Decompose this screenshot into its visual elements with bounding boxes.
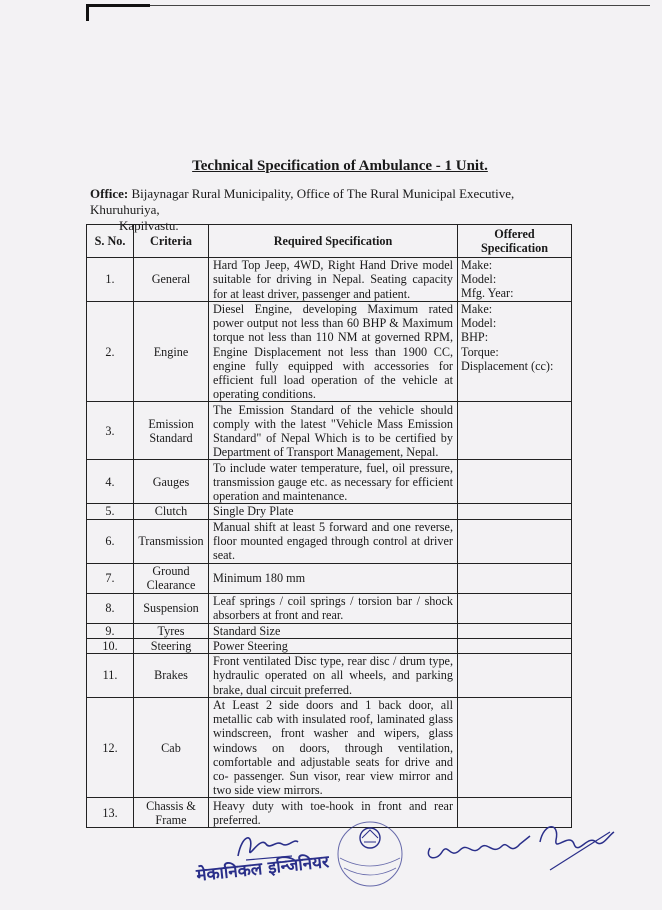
row-required-spec: Minimum 180 mm xyxy=(209,563,458,593)
row-criteria: Chassis & Frame xyxy=(134,798,209,828)
table-row xyxy=(87,258,572,302)
spec-table xyxy=(86,224,572,828)
top-rule-thick xyxy=(98,4,150,7)
row-offered-spec xyxy=(458,302,572,402)
table-row xyxy=(87,638,572,653)
row-required-spec: At Least 2 side doors and 1 back door, all metallic cab with insulated roof, laminated glass windscreen, front washer and wipers, glass windows on doors, through ventilation, comfortable and adjustable seats for drive and co- passenger. Sun visor, rear view mirror and two side view mirrors. xyxy=(209,698,458,798)
table-row xyxy=(87,504,572,519)
row-sno: 12. xyxy=(87,698,134,798)
row-offered-spec xyxy=(458,698,572,798)
row-offered-spec xyxy=(458,563,572,593)
row-sno: 8. xyxy=(87,593,134,623)
row-offered-spec xyxy=(458,654,572,698)
row-sno: 7. xyxy=(87,563,134,593)
offered-field-label: Mfg. Year: xyxy=(461,286,514,301)
row-criteria: Steering xyxy=(134,638,209,653)
header-sno: S. No. xyxy=(87,225,134,258)
row-required-spec: Power Steering xyxy=(209,638,458,653)
row-offered-spec xyxy=(458,258,572,302)
office-line-2: Kapilvastu. xyxy=(119,218,179,233)
table-row xyxy=(87,593,572,623)
signature-caption: मेकानिकल इन्जिनियर xyxy=(195,852,330,886)
row-required-spec: Single Dry Plate xyxy=(209,504,458,519)
row-offered-spec xyxy=(458,638,572,653)
table-row xyxy=(87,402,572,460)
signature-second xyxy=(420,826,540,866)
offered-field-label: BHP: xyxy=(461,330,489,345)
row-criteria: Brakes xyxy=(134,654,209,698)
row-sno: 5. xyxy=(87,504,134,519)
table-row xyxy=(87,460,572,504)
row-offered-spec xyxy=(458,460,572,504)
row-criteria: Engine xyxy=(134,302,209,402)
table-body xyxy=(87,258,572,828)
offered-field-label: Make: xyxy=(461,302,493,316)
row-offered-spec xyxy=(458,402,572,460)
office-label: Office: xyxy=(90,186,129,201)
row-criteria: Suspension xyxy=(134,593,209,623)
office-stamp xyxy=(322,818,418,888)
table-row xyxy=(87,623,572,638)
table-row xyxy=(87,519,572,563)
offered-field-label: Displacement (cc): xyxy=(461,358,554,373)
row-sno: 6. xyxy=(87,519,134,563)
row-sno: 2. xyxy=(87,302,134,402)
row-required-spec: Standard Size xyxy=(209,623,458,638)
row-criteria: Clutch xyxy=(134,504,209,519)
row-sno: 3. xyxy=(87,402,134,460)
offered-field-label: Model: xyxy=(461,316,497,331)
header-criteria: Criteria xyxy=(134,225,209,258)
row-sno: 13. xyxy=(87,798,134,828)
offered-field-label: Model: xyxy=(461,272,497,287)
row-required-spec: Front ventilated Disc type, rear disc / drum type, hydraulic operated on all wheels, and parking brake, dual circuit preferred. xyxy=(209,654,458,698)
row-criteria: Emission Standard xyxy=(134,402,209,460)
row-offered-spec xyxy=(458,519,572,563)
row-criteria: Cab xyxy=(134,698,209,798)
row-criteria: General xyxy=(134,258,209,302)
document-title: Technical Specification of Ambulance - 1 Unit. xyxy=(192,158,488,174)
row-required-spec: Leaf springs / coil springs / torsion bar / shock absorbers at front and rear. xyxy=(209,593,458,623)
row-criteria: Gauges xyxy=(134,460,209,504)
row-sno: 1. xyxy=(87,258,134,302)
row-offered-spec xyxy=(458,593,572,623)
header-offered: Offered Specification xyxy=(458,225,572,258)
table-row xyxy=(87,698,572,798)
row-sno: 11. xyxy=(87,654,134,698)
row-criteria: Transmission xyxy=(134,519,209,563)
table-row xyxy=(87,563,572,593)
row-required-spec: Hard Top Jeep, 4WD, Right Hand Drive model suitable for driving in Nepal. Seating capacity for at least driver, passenger and patient. xyxy=(209,258,458,302)
office-line-1: Bijaynagar Rural Municipality, Office of The Rural Municipal Executive, Khuruhuriya, xyxy=(90,186,515,217)
header-required: Required Specification xyxy=(209,225,458,258)
row-required-spec: Heavy duty with toe-hook in front and rear preferred. xyxy=(209,798,458,828)
row-required-spec: The Emission Standard of the vehicle should comply with the latest "Vehicle Mass Emission Standard" of Nepal Which is to be certified by Department of Transport Management, Nepal. xyxy=(209,402,458,460)
row-sno: 9. xyxy=(87,623,134,638)
table-row xyxy=(87,654,572,698)
row-offered-spec xyxy=(458,623,572,638)
row-sno: 10. xyxy=(87,638,134,653)
row-required-spec: Manual shift at least 5 forward and one reverse, floor mounted engaged through control at driver seat. xyxy=(209,519,458,563)
row-criteria: Tyres xyxy=(134,623,209,638)
row-sno: 4. xyxy=(87,460,134,504)
table-row xyxy=(87,302,572,402)
signature-third xyxy=(530,812,620,882)
row-required-spec: To include water temperature, fuel, oil pressure, transmission gauge etc. as necessary for efficient operation and maintenance. xyxy=(209,460,458,504)
top-rule-thin xyxy=(150,5,650,6)
offered-field-label: Torque: xyxy=(461,344,499,359)
row-offered-spec xyxy=(458,504,572,519)
row-required-spec: Diesel Engine, developing Maximum rated power output not less than 60 BHP & Maximum torque not less than 110 NM at governed RPM, Engine Displacement not less than 1900 CC, engine fully equipped with accessories for efficient full load operation of the vehicle at operating conditions. xyxy=(209,302,458,402)
table-header-row xyxy=(87,225,572,258)
offered-field-label: Make: xyxy=(461,258,493,272)
row-criteria: Ground Clearance xyxy=(134,563,209,593)
